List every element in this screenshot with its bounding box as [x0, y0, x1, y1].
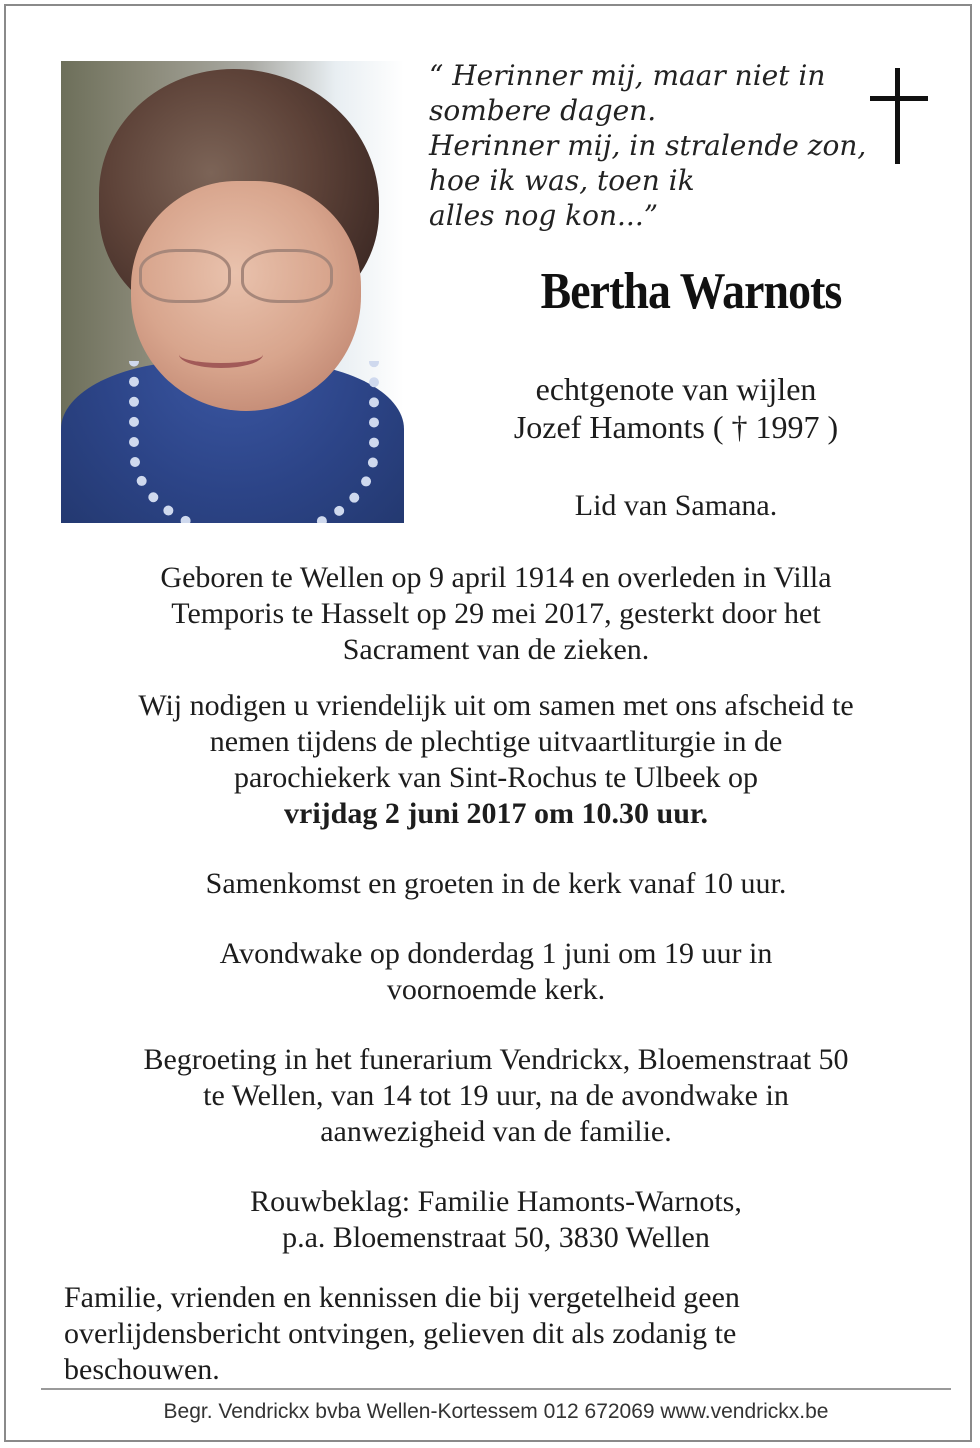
paragraph-line: Temporis te Hasselt op 29 mei 2017, gesterkt door het [171, 597, 821, 630]
quote-line: hoe ik was, toen ik [429, 164, 695, 197]
spouse-line: Jozef Hamonts ( † 1997 ) [513, 409, 839, 445]
spouse-info [426, 370, 926, 446]
portrait-necklace [129, 361, 379, 523]
footer-divider [41, 1388, 951, 1390]
funeral-date-time: vrijdag 2 juni 2017 om 10.30 uur. [284, 797, 708, 830]
paragraph-line: Rouwbeklag: Familie Hamonts-Warnots, [250, 1185, 742, 1218]
paragraph-line: Geboren te Wellen op 9 april 1914 en overleden in Villa [160, 561, 832, 594]
obituary-card [4, 4, 972, 1442]
paragraph-line: nemen tijdens de plechtige uitvaartliturgie in de [209, 725, 783, 758]
paragraph-line: beschouwen. [64, 1353, 220, 1386]
quote-line: alles nog kon...” [429, 199, 659, 232]
deceased-name: Bertha Warnots [540, 263, 842, 320]
membership-text [426, 488, 926, 524]
paragraph-line: Begroeting in het funerarium Vendrickx, Bloemenstraat 50 [143, 1043, 849, 1076]
funeral-home-footer: Begr. Vendrickx bvba Wellen-Kortessem 012 672069 www.vendrickx.be [163, 1400, 829, 1423]
quote-line: sombere dagen. [429, 94, 657, 127]
paragraph-line: Wij nodigen u vriendelijk uit om samen met ons afscheid te [138, 689, 854, 722]
paragraph-line: voornoemde kerk. [386, 973, 606, 1006]
vigil-info [46, 936, 946, 1008]
paragraph-line: Sacrament van de zieken. [342, 633, 650, 666]
paragraph-line: te Wellen, van 14 tot 19 uur, na de avondwake in [203, 1079, 789, 1112]
paragraph-line: parochiekerk van Sint-Rochus te Ulbeek op [233, 761, 759, 794]
paragraph-line: overlijdensbericht ontvingen, gelieven dit als zodanig te [64, 1317, 737, 1350]
memorial-quote [429, 58, 867, 233]
paragraph-line: aanwezigheid van de familie. [320, 1115, 672, 1148]
family-note [64, 1280, 944, 1388]
quote-line: Herinner mij, in stralende zon, [429, 129, 867, 162]
paragraph-line: Avondwake op donderdag 1 juni om 19 uur in [219, 937, 773, 970]
funeral-invitation [46, 688, 946, 832]
visitation-info [46, 1042, 946, 1150]
quote-line: “ Herinner mij, maar niet in [429, 59, 826, 92]
membership-line: Lid van Samana. [574, 489, 778, 522]
birth-death-paragraph [46, 560, 946, 668]
latin-cross-icon [870, 68, 928, 164]
paragraph-line: Familie, vrienden en kennissen die bij vergetelheid geen [64, 1281, 740, 1314]
paragraph-line: Samenkomst en groeten in de kerk vanaf 10 uur. [205, 867, 787, 900]
portrait-glasses-right [241, 249, 333, 303]
spouse-line: echtgenote van wijlen [535, 371, 817, 407]
condolence-address [46, 1184, 946, 1256]
gathering-info [46, 866, 946, 902]
portrait-glasses-left [139, 249, 231, 303]
paragraph-line: p.a. Bloemenstraat 50, 3830 Wellen [282, 1221, 710, 1254]
portrait-photo [61, 61, 404, 523]
